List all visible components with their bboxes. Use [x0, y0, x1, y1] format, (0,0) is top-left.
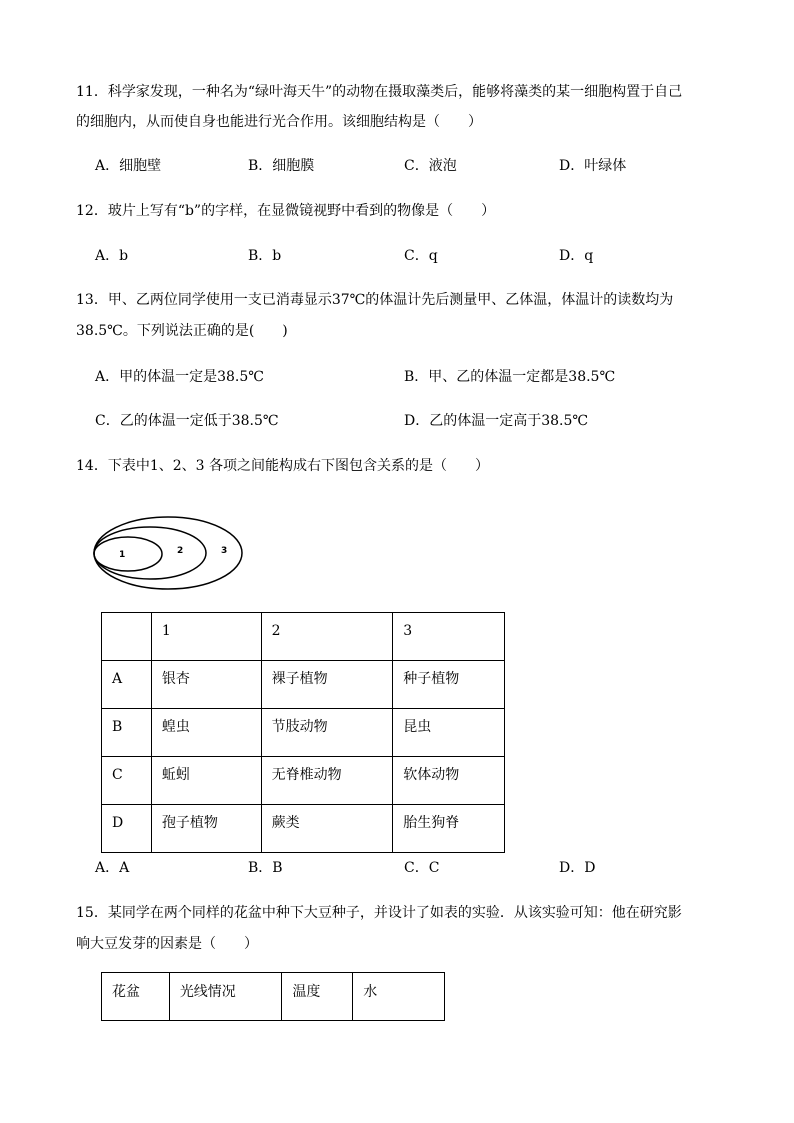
table-cell: C: [102, 757, 152, 805]
table-cell: 2: [261, 613, 393, 661]
q13-option-a: A．甲的体温一定是38.5℃: [95, 369, 264, 385]
table-cell: 水: [353, 973, 445, 1021]
table-cell: 软体动物: [393, 757, 505, 805]
table-cell: 蝗虫: [151, 709, 261, 757]
q11-option-d: D．叶绿体: [559, 158, 627, 174]
table-cell: 孢子植物: [151, 805, 261, 853]
q13-stem-line2: 38.5℃。下列说法正确的是( ): [76, 323, 288, 339]
table-header-row: [102, 613, 505, 661]
table-cell: 胎生狗脊: [393, 805, 505, 853]
q13-stem-line1: 13．甲、乙两位同学使用一支已消毒显示37℃的体温计先后测量甲、乙体温，体温计的读数均为: [76, 292, 674, 308]
q12-option-b: B．b: [248, 248, 282, 264]
table-cell: [102, 613, 152, 661]
q14-option-b: B．B: [248, 860, 283, 876]
q14-option-c: C．C: [404, 860, 440, 876]
table-cell: 花盆: [102, 973, 170, 1021]
table-cell: 种子植物: [393, 661, 505, 709]
table-cell: 1: [151, 613, 261, 661]
table-row: [102, 661, 505, 709]
q15-stem-line1: 15．某同学在两个同样的花盆中种下大豆种子，并设计了如表的实验．从该实验可知：他在研究影: [76, 905, 682, 921]
q11-option-c: C．液泡: [404, 158, 457, 174]
q13-option-c: C．乙的体温一定低于38.5℃: [95, 413, 279, 429]
table-cell: D: [102, 805, 152, 853]
table-cell: A: [102, 661, 152, 709]
q12-option-c: C．q: [404, 248, 438, 264]
q15-table: [101, 972, 445, 1021]
q11-stem-line2: 的细胞内，从而使自身也能进行光合作用。该细胞结构是（ ）: [76, 114, 482, 130]
q11-option-b: B．细胞膜: [248, 158, 315, 174]
q14-nested-ellipse-diagram: [92, 515, 252, 595]
table-cell: 3: [393, 613, 505, 661]
venn-label-1: 1: [119, 550, 126, 560]
table-cell: B: [102, 709, 152, 757]
table-header-row: [102, 973, 445, 1021]
q11-option-a: A．细胞壁: [95, 158, 162, 174]
q14-table: [101, 612, 505, 853]
table-cell: 光线情况: [169, 973, 282, 1021]
table-cell: 蚯蚓: [151, 757, 261, 805]
table-cell: 蕨类: [261, 805, 393, 853]
table-cell: 银杏: [151, 661, 261, 709]
q12-option-a: A．b: [95, 248, 129, 264]
q13-option-b: B．甲、乙的体温一定都是38.5℃: [404, 369, 616, 385]
q14-stem: 14．下表中1、2、3 各项之间能构成右下图包含关系的是（ ）: [76, 458, 489, 474]
q15-stem-line2: 响大豆发芽的因素是（ ）: [76, 936, 258, 952]
venn-ellipse-2: [94, 527, 206, 579]
q11-stem-line1: 11．科学家发现，一种名为“绿叶海天牛”的动物在摄取藻类后，能够将藻类的某一细胞构置于自己: [76, 84, 683, 100]
q14-option-a: A．A: [95, 860, 130, 876]
q12-stem: 12．玻片上写有“b”的字样，在显微镜视野中看到的物像是（ ）: [76, 203, 496, 219]
q14-option-d: D．D: [559, 860, 596, 876]
table-cell: 节肢动物: [261, 709, 393, 757]
venn-label-3: 3: [221, 546, 228, 556]
table-cell: 裸子植物: [261, 661, 393, 709]
table-row: [102, 805, 505, 853]
venn-label-2: 2: [177, 546, 184, 556]
table-row: [102, 757, 505, 805]
q12-option-d: D．q: [559, 248, 594, 264]
venn-ellipse-1: [94, 537, 162, 571]
table-cell: 温度: [282, 973, 353, 1021]
table-cell: 昆虫: [393, 709, 505, 757]
q13-option-d: D．乙的体温一定高于38.5℃: [404, 413, 589, 429]
table-cell: 无脊椎动物: [261, 757, 393, 805]
table-row: [102, 709, 505, 757]
